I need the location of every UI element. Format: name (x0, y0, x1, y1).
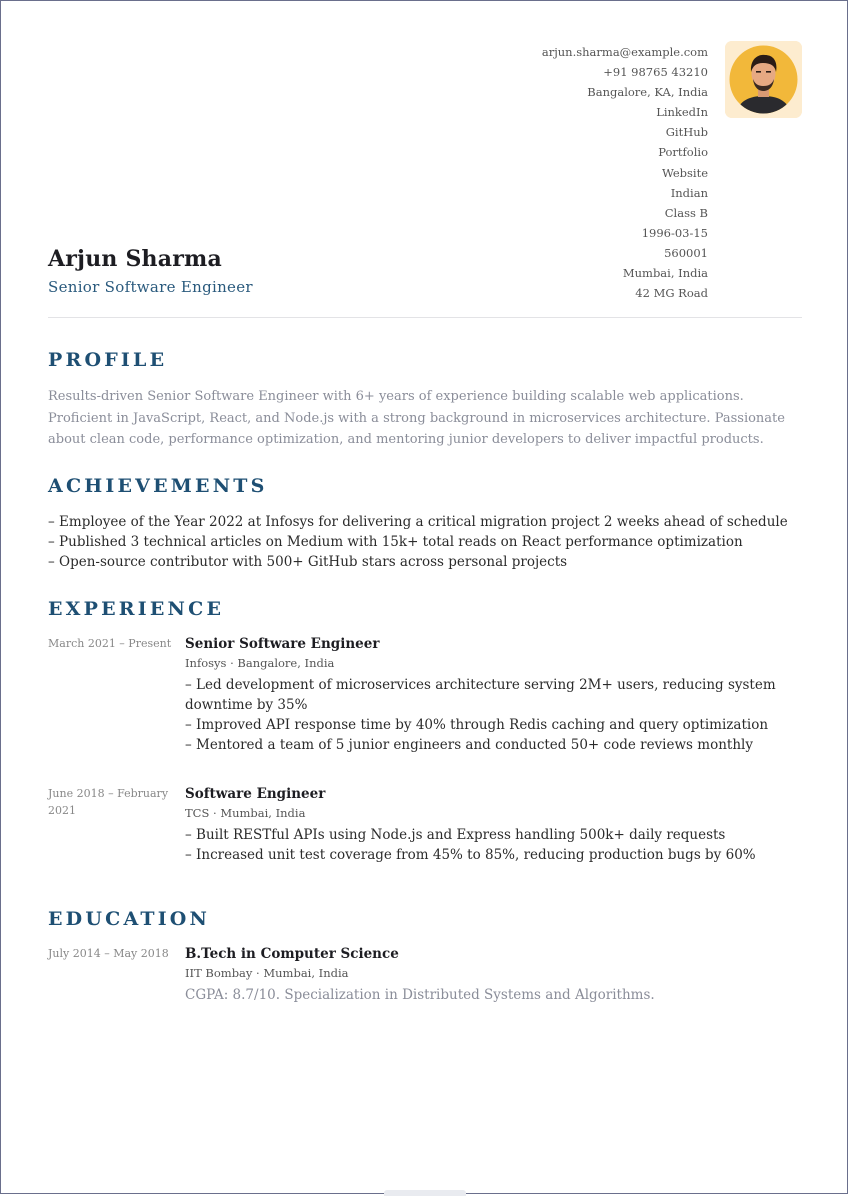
resume-header (48, 39, 802, 318)
contact-nationality: Indian (670, 185, 708, 200)
entry-bullets (185, 825, 800, 865)
entry-detail: CGPA: 8.7/10. Specialization in Distributed Systems and Algorithms. (185, 987, 655, 1003)
entry-date: July 2014 – May 2018 (48, 947, 169, 960)
experience-heading: EXPERIENCE (48, 598, 225, 620)
profile-heading: PROFILE (48, 349, 168, 371)
candidate-title: Senior Software Engineer (48, 278, 253, 296)
list-item: – Increased unit test coverage from 45% to 85%, reducing production bugs by 60% (185, 847, 756, 863)
entry-body (185, 945, 800, 1005)
entry-bullets (185, 675, 800, 755)
contact-github-link[interactable]: GitHub (665, 125, 708, 140)
contact-email[interactable]: arjun.sharma@example.com (541, 45, 708, 59)
contact-city: Mumbai, India (622, 266, 708, 281)
entry-date: March 2021 – Present (48, 637, 172, 650)
achievements-list (48, 512, 808, 572)
list-item: – Improved API response time by 40% through Redis caching and query optimization (185, 717, 769, 733)
contact-birthdate: 1996-03-15 (641, 225, 708, 240)
list-item: – Led development of microservices architecture serving 2M+ users, reducing system downtime by 35% (185, 677, 776, 713)
list-item: – Mentored a team of 5 junior engineers and conducted 50+ code reviews monthly (185, 737, 753, 753)
page-bottom-tab (384, 1190, 466, 1196)
contact-info (542, 42, 708, 303)
list-item: – Built RESTful APIs using Node.js and Express handling 500k+ daily requests (185, 827, 726, 843)
achievements-heading: ACHIEVEMENTS (48, 475, 268, 497)
entry-role: Software Engineer (185, 786, 326, 802)
avatar-illustration-icon (725, 41, 802, 118)
contact-phone[interactable]: +91 98765 43210 (603, 65, 708, 80)
entry-organization: IIT Bombay · Mumbai, India (185, 966, 349, 980)
entry-body (185, 785, 800, 865)
entry-date: June 2018 – February 2021 (48, 787, 169, 817)
list-item: – Published 3 technical articles on Medium with 15k+ total reads on React performance optimization (48, 534, 743, 550)
list-item: – Employee of the Year 2022 at Infosys for delivering a critical migration project 2 weeks ahead of schedule (48, 514, 788, 530)
contact-portfolio-link[interactable]: Portfolio (658, 145, 708, 160)
contact-license: Class B (664, 205, 708, 220)
entry-degree: B.Tech in Computer Science (185, 946, 399, 962)
profile-summary: Results-driven Senior Software Engineer with 6+ years of experience building scalable web applications. Proficient in JavaScript, React, and Node.js with a strong background in microservices architecture. Passionate about clean code, performance optimization, and mentoring junior developers to deliver impactful products. (48, 389, 785, 447)
entry-organization: Infosys · Bangalore, India (185, 656, 335, 670)
list-item: – Open-source contributor with 500+ GitHub stars across personal projects (48, 554, 568, 570)
contact-linkedin-link[interactable]: LinkedIn (656, 105, 708, 120)
entry-role: Senior Software Engineer (185, 636, 380, 652)
entry-body (185, 635, 800, 755)
entry-organization: TCS · Mumbai, India (185, 806, 306, 820)
contact-address: 42 MG Road (635, 286, 708, 301)
education-heading: EDUCATION (48, 908, 211, 930)
contact-location: Bangalore, KA, India (587, 85, 708, 100)
contact-postal-code: 560001 (664, 245, 708, 260)
contact-website-link[interactable]: Website (661, 165, 708, 180)
candidate-name: Arjun Sharma (48, 246, 222, 272)
avatar (725, 41, 802, 118)
